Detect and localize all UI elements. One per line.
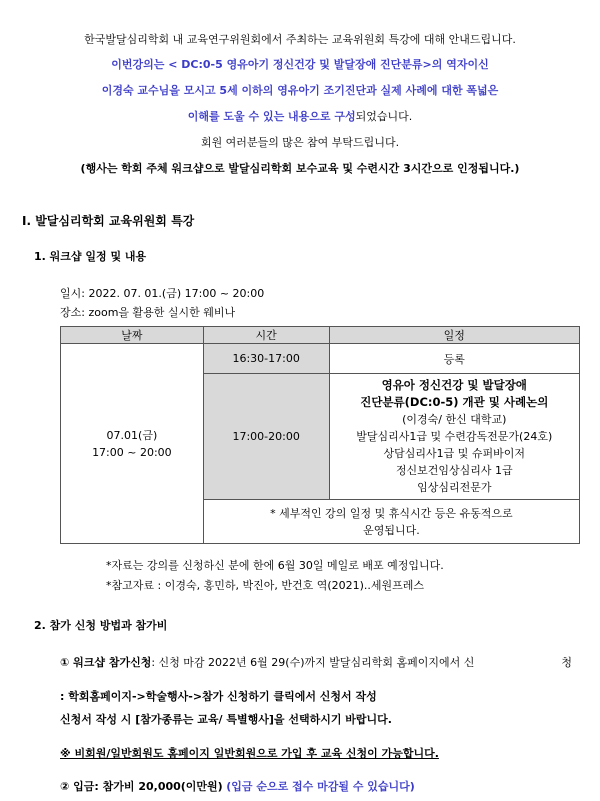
header-date: 날짜 [61,327,204,344]
note-cell [203,500,579,544]
row2-content [329,374,579,500]
credential-1: 발달심리사1급 및 수련감독전문가(24호) [356,430,553,443]
speaker: (이경숙/ 한신 대학교) [402,413,507,426]
intro-line-5: 회원 여러분들의 많은 참여 부탁드립니다. [200,136,400,149]
intro-line-4-highlight: 이해를 도울 수 있는 내용으로 구성 [187,110,356,123]
row1-content: 등록 [329,344,579,374]
apply-select: 신청서 작성 시 [참가종류는 교육/ 특별행사]을 선택하시기 바랍니다. [60,713,392,726]
row1-time: 16:30-17:00 [203,344,329,374]
fee-note: (입금 순으로 접수 마감될 수 있습니다) [226,780,415,793]
note-line-1: * 세부적인 강의 일정 및 휴식시간 등은 유동적으로 [270,506,513,520]
material-note: *자료는 강의를 신청하신 분에 한에 6월 30일 메일로 배포 예정입니다. [106,559,444,572]
fee-label: ② 입금: 참가비 20,000(이만원) [60,780,223,793]
place-line: 장소: zoom을 활용한 실시한 웨비나 [60,306,236,319]
credential-4: 임상심리전문가 [417,481,492,494]
intro-line-3: 이경숙 교수님을 모시고 5세 이하의 영유아기 조기진단과 실제 사례에 대한 폭넓은 [101,84,499,97]
section2-subheading: 2. 참가 신청 방법과 참가비 [34,619,168,632]
header-time: 시간 [203,327,329,344]
fee-line [60,778,415,794]
apply-text: : 신청 마감 2022년 6월 29(수)까지 발달심리학회 홈페이지에서 신 [151,656,475,669]
reference-note: *참고자료 : 이경숙, 홍민하, 박진아, 반건호 역(2021)..세원프레스 [106,579,425,592]
section1-heading: I. 발달심리학회 교육위원회 특강 [22,214,195,228]
date-line: 일시: 2022. 07. 01.(금) 17:00 ~ 20:00 [60,287,265,300]
header-schedule: 일정 [329,327,579,344]
schedule-table [60,326,580,544]
section1-subheading: 1. 워크샵 일정 및 내용 [34,250,147,263]
table-row [61,344,580,374]
note-line-2: 운영됩니다. [363,523,420,537]
table-header-row [61,327,580,344]
lecture-title-1: 영유아 정신건강 및 발달장애 [381,378,527,392]
apply-line [60,654,572,670]
nonmember-note: ※ 비회원/일반회원도 홈페이지 일반회원으로 가입 후 교육 신청이 가능합니다. [60,747,439,760]
intro-line-4-rest: 되었습니다. [355,110,413,123]
intro-line-6: (행사는 학회 주체 워크샵으로 발달심리학회 보수교육 및 수련시간 3시간으로 인정됩니다.) [80,162,520,175]
intro-line-2: 이번강의는 < DC:0-5 영유아기 정신건강 및 발달장애 진단분류>의 역자이신 [111,58,489,71]
date-time-value: 17:00 ~ 20:00 [92,445,172,459]
credential-2: 상담심리사1급 및 슈퍼바이저 [383,447,526,460]
apply-tail: 청 [561,656,572,669]
intro-line-4 [0,108,600,124]
date-cell [61,344,204,544]
apply-path: : 학회홈페이지->학술행사->참가 신청하기 클릭에서 신청서 작성 [60,690,377,703]
intro-line-1: 한국발달심리학회 내 교육연구위원회에서 주최하는 교육위원회 특강에 대해 안내드립니다. [84,33,516,46]
credential-3: 정신보건임상심리사 1급 [395,464,513,477]
lecture-title-2: 진단분류(DC:0-5) 개관 및 사례논의 [360,395,549,409]
row2-time: 17:00-20:00 [203,374,329,500]
apply-label: ① 워크샵 참가신청 [60,656,152,669]
date-value: 07.01(금) [106,428,158,442]
